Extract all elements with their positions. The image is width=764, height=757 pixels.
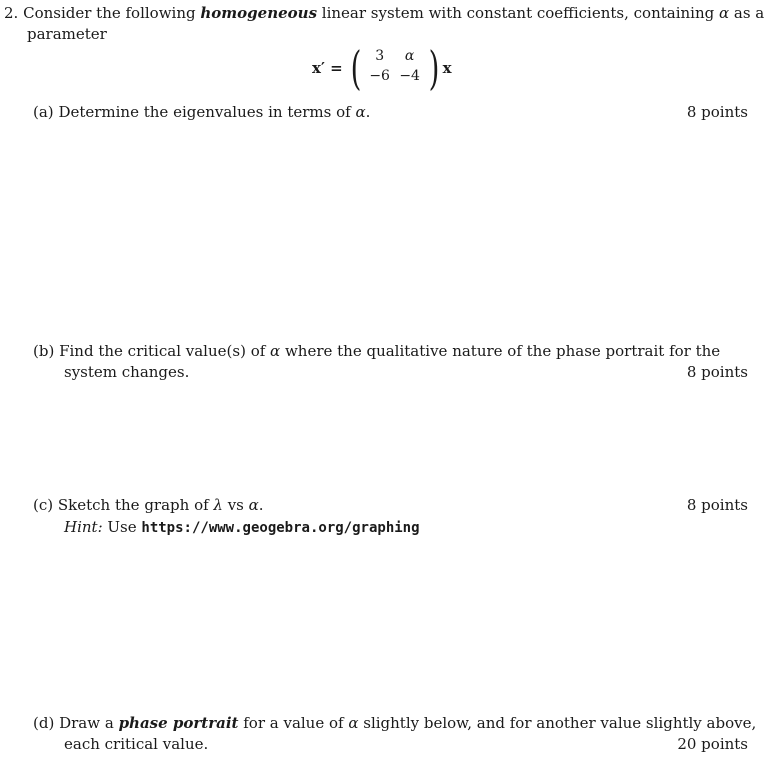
part-a-end: . bbox=[365, 103, 371, 121]
part-b-after: where the qualitative nature of the phase portrait for the bbox=[280, 342, 721, 360]
part-b-label: (b) bbox=[33, 342, 55, 360]
part-a-text bbox=[33, 103, 370, 121]
part-c-points: 8 points bbox=[686, 496, 748, 514]
matrix-cell-21: −6 bbox=[369, 68, 390, 84]
part-d-points: 20 points bbox=[677, 735, 748, 753]
equation-lhs: x′ = bbox=[312, 59, 343, 77]
part-d-after: slightly below, and for another value slightly above, bbox=[358, 714, 757, 732]
part-b-line2: system changes. bbox=[64, 363, 190, 381]
problem-number: 2. bbox=[4, 4, 19, 22]
right-paren: ) bbox=[428, 41, 440, 95]
part-c-line1 bbox=[33, 496, 264, 514]
left-paren: ( bbox=[350, 41, 362, 95]
part-d-line1 bbox=[33, 714, 756, 732]
part-a-points: 8 points bbox=[686, 103, 748, 121]
part-a-body: Determine the eigenvalues in terms of bbox=[58, 103, 356, 121]
intro-before: Consider the following bbox=[23, 4, 201, 22]
hint-text: Use bbox=[102, 518, 142, 536]
part-c-hint bbox=[64, 518, 420, 536]
part-d-emph: phase portrait bbox=[118, 714, 239, 732]
part-d-alpha: α bbox=[348, 714, 359, 732]
part-b-line1 bbox=[33, 342, 720, 360]
matrix-cell-22: −4 bbox=[399, 68, 420, 84]
part-a-alpha: α bbox=[355, 103, 366, 121]
matrix-equation bbox=[312, 41, 452, 95]
intro-end: as a bbox=[729, 4, 764, 22]
matrix-cell-12: α bbox=[404, 48, 415, 64]
problem-intro-line1 bbox=[4, 4, 764, 22]
part-c-label: (c) bbox=[33, 496, 54, 514]
intro-after: linear system with constant coefficients, containing bbox=[317, 4, 719, 22]
part-d-label: (d) bbox=[33, 714, 55, 732]
part-b-points: 8 points bbox=[686, 363, 748, 381]
equation-rhs: x bbox=[442, 59, 452, 77]
part-c-mid: vs bbox=[222, 496, 249, 514]
part-d-before: Draw a bbox=[59, 714, 119, 732]
part-d-mid: for a value of bbox=[238, 714, 349, 732]
hint-label: Hint: bbox=[64, 518, 103, 536]
geogebra-link[interactable]: https://www.geogebra.org/graphing bbox=[141, 520, 420, 536]
coefficient-matrix bbox=[365, 48, 425, 88]
intro-emph: homogeneous bbox=[200, 4, 318, 22]
part-c-end: . bbox=[258, 496, 264, 514]
part-d-line2: each critical value. bbox=[64, 735, 209, 753]
part-b-alpha: α bbox=[270, 342, 281, 360]
problem-intro-line2: parameter bbox=[27, 25, 107, 43]
part-c-before: Sketch the graph of bbox=[57, 496, 214, 514]
part-c-alpha: α bbox=[248, 496, 259, 514]
matrix-cell-11: 3 bbox=[375, 48, 385, 64]
part-b-before: Find the critical value(s) of bbox=[59, 342, 271, 360]
part-a-label: (a) bbox=[33, 103, 54, 121]
intro-alpha: α bbox=[718, 4, 730, 22]
part-c-lambda: λ bbox=[213, 496, 223, 514]
